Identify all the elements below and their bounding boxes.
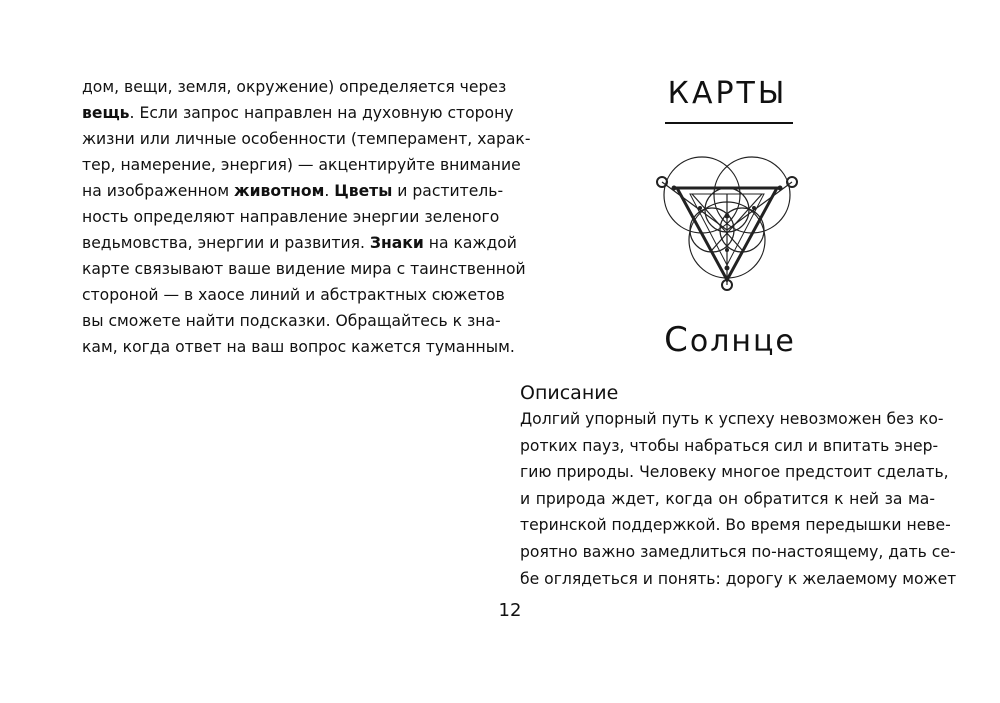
text-line: и природа ждет, когда он обратится к ней за ма- — [520, 489, 935, 508]
text-run: тер, намерение, энергия) — акцентируйте внимание — [82, 156, 521, 174]
intro-text-block — [82, 74, 531, 360]
text-run: на изображенном — [82, 182, 235, 200]
text-line: теринской поддержкой. Во время передышки неве- — [520, 516, 951, 535]
description-text-block — [520, 406, 957, 592]
section-header: КАРТЫ — [667, 76, 788, 111]
text-run: стороной — в хаосе линий и абстрактных сюжетов — [82, 286, 505, 304]
text-run: вы сможете найти подсказки. Обращайтесь к зна- — [82, 312, 501, 330]
text-line — [82, 126, 531, 152]
text-line — [82, 178, 504, 204]
header-divider — [665, 122, 793, 124]
bold-term: Знаки — [369, 234, 424, 252]
text-run: жизни или личные особенности (темперамент, харак- — [82, 130, 531, 148]
text-line: Долгий упорный путь к успеху невозможен без ко- — [520, 410, 944, 428]
text-run: кам, когда ответ на ваш вопрос кажется туманным. — [82, 338, 515, 356]
text-line — [82, 152, 521, 178]
bold-term: вещь — [82, 104, 130, 122]
text-line — [82, 282, 505, 308]
card-title-initial: С — [664, 320, 690, 360]
text-line: ротких пауз, чтобы набраться сил и впитать энер- — [520, 436, 939, 455]
text-line — [82, 308, 501, 334]
text-run: ведьмовства, энергии и развития. — [82, 234, 370, 252]
text-line — [82, 100, 514, 126]
text-line — [82, 74, 507, 100]
text-run: . — [324, 182, 335, 200]
text-run: на каждой — [423, 234, 517, 252]
text-line: роятно важно замедлиться по-настоящему, дать се- — [520, 542, 956, 561]
text-run: и раститель- — [392, 182, 504, 200]
description-heading: Описание — [520, 382, 619, 404]
text-run: дом, вещи, земля, окружение) определяется через — [82, 78, 507, 96]
text-run: карте связывают ваше видение мира с таинственной — [82, 260, 526, 278]
text-line — [82, 204, 500, 230]
bold-term: животном — [234, 182, 325, 200]
text-line — [82, 230, 517, 256]
text-run: ность определяют направление энергии зеленого — [82, 208, 500, 226]
page-number: 12 — [498, 600, 522, 621]
card-title — [620, 318, 840, 364]
bold-term: Цветы — [334, 182, 393, 200]
text-line — [82, 256, 526, 282]
text-run: . Если запрос направлен на духовную сторону — [129, 104, 514, 122]
text-line: бе оглядеться и понять: дорогу к желаемому может — [520, 569, 957, 588]
sacred-geometry-emblem-icon — [652, 150, 802, 296]
text-line: гию природы. Человеку многое предстоит сделать, — [520, 463, 949, 482]
card-title-rest: олнце — [689, 324, 796, 359]
text-line — [82, 334, 515, 360]
